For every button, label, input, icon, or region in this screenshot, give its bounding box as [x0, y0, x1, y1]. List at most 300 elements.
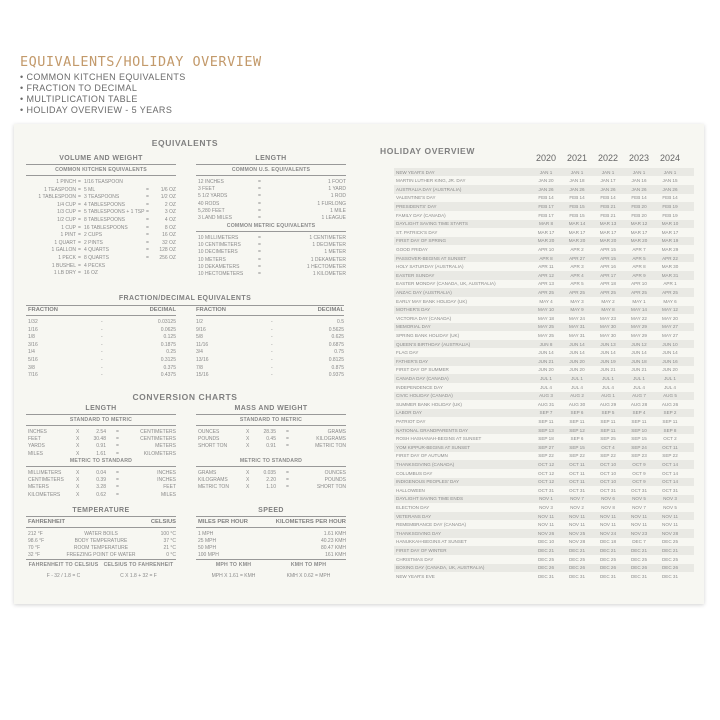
holiday-date: APR 8: [632, 264, 646, 270]
holiday-name: AUSTRALIA DAY (AUSTRALIA): [396, 186, 462, 192]
table-cell: 4 PECKS: [84, 262, 106, 269]
table-cell: 1 MILE: [330, 207, 346, 214]
table-cell: CENTIMETERS: [140, 436, 176, 443]
dash-separator: -: [271, 326, 273, 333]
celsius-header: CELSIUS: [150, 519, 176, 525]
table-cell: X: [76, 477, 80, 484]
holiday-name: SUMMER BANK HOLIDAY (UK): [396, 401, 462, 407]
holiday-date: MAY 4: [539, 298, 553, 304]
table-cell: 2 PINTS: [84, 239, 103, 246]
table-cell: 13/16: [196, 357, 209, 363]
table-cell: 16 OZ: [162, 232, 176, 239]
holiday-date: FEB 21: [600, 203, 616, 209]
holiday-date: APR 25: [631, 289, 647, 295]
decimal-header: DECIMAL: [149, 307, 176, 313]
holiday-date: DEC 21: [630, 547, 648, 553]
holiday-date: SEP 6: [570, 410, 584, 416]
holiday-row: [394, 202, 694, 210]
holiday-date: SEP 10: [631, 427, 647, 433]
table-cell: BODY TEMPERATURE: [74, 538, 128, 544]
holiday-row: [394, 271, 694, 279]
divider: [196, 466, 346, 467]
table-cell: =: [258, 215, 261, 221]
holiday-date: DEC 31: [537, 573, 555, 579]
table-cell: X: [246, 436, 250, 443]
table-cell: 5,280 FEET: [198, 207, 225, 214]
table-cell: CENTIMETERS: [140, 429, 176, 435]
holiday-date: SEP 11: [538, 418, 554, 424]
table-cell: 0.39: [96, 477, 106, 484]
holiday-date: FEB 21: [600, 212, 616, 218]
holiday-name: HOLY SATURDAY (AUSTRALIA): [396, 264, 464, 270]
holiday-date: DEC 25: [661, 539, 679, 545]
table-cell: 0.0625: [160, 326, 176, 333]
table-cell: 40 RODS: [198, 200, 220, 207]
table-cell: OUNCES: [198, 429, 220, 435]
holiday-name: COLUMBUS DAY: [396, 470, 433, 476]
holiday-name: EASTER MONDAY (CANADA, UK, AUSTRALIA): [396, 281, 496, 287]
holiday-name: VETERANS DAY: [396, 513, 432, 519]
holiday-name: ROSH HASHANAH-BEGINS AT SUNSET: [396, 436, 482, 442]
holiday-date: JUN 21: [538, 358, 554, 364]
holiday-date: APR 10: [538, 246, 554, 252]
holiday-date: MAY 29: [631, 332, 647, 338]
topic-item: • MULTIPLICATION TABLE: [20, 94, 186, 105]
holiday-date: DEC 7: [632, 539, 646, 545]
holiday-date: SEP 15: [631, 436, 647, 442]
holiday-date: FEB 19: [662, 212, 678, 218]
fraction-header: FRACTION: [196, 307, 226, 313]
holiday-date: JUN 20: [569, 367, 585, 373]
holiday-name: INDEPENDENCE DAY: [396, 384, 443, 390]
holiday-date: MAR 17: [630, 229, 648, 235]
holiday-date: JAN 26: [600, 186, 616, 192]
holiday-row: [394, 521, 694, 529]
table-cell: 30.48: [93, 436, 106, 443]
table-cell: 40.23 KMH: [320, 538, 346, 544]
table-cell: 1 MPH: [198, 531, 214, 537]
holiday-date: JUL 4: [664, 384, 676, 390]
holiday-name: FIRST DAY OF SPRING: [396, 238, 447, 244]
table-cell: 1 CUP: [61, 224, 76, 231]
holiday-row: [394, 435, 694, 443]
holiday-date: MAR 10: [661, 221, 679, 227]
holiday-date: DEC 21: [599, 547, 617, 553]
topic-item: • HOLIDAY OVERVIEW - 5 YEARS: [20, 105, 186, 116]
table-cell: 0.3125: [160, 357, 176, 363]
holiday-date: MAY 25: [538, 332, 554, 338]
table-cell: WATER BOILS: [84, 531, 118, 537]
holiday-name: BOXING DAY (CANADA, UK, AUSTRALIA): [396, 565, 485, 571]
holiday-date: APR 2: [570, 246, 584, 252]
holiday-date: SEP 25: [600, 436, 616, 442]
holiday-name: REMEMBRANCE DAY (CANADA): [396, 522, 467, 528]
holiday-date: MAR 12: [630, 221, 648, 227]
table-cell: 1 BUSHEL: [51, 262, 76, 269]
holiday-date: MAR 17: [537, 229, 555, 235]
table-cell: 1/8: [28, 334, 35, 341]
table-cell: KILOGRAMS: [198, 477, 228, 484]
holiday-name: PASSOVER-BEGINS AT SUNSET: [396, 255, 467, 261]
holiday-date: APR 16: [600, 264, 616, 270]
f-to-c-label: FAHRENHEIT TO CELSIUS: [28, 562, 99, 568]
table-cell: =: [78, 270, 81, 277]
table-cell: 1/4: [28, 349, 35, 356]
table-cell: =: [146, 186, 149, 193]
holiday-row: [394, 469, 694, 477]
holiday-date: MAY 22: [631, 315, 647, 321]
holiday-date: AUG 31: [537, 401, 555, 407]
table-cell: 0.25: [166, 349, 176, 356]
decimal-header: DECIMAL: [317, 307, 344, 313]
holiday-date: MAY 9: [570, 307, 584, 313]
dash-separator: -: [271, 364, 273, 371]
table-cell: 1 LEAGUE: [321, 215, 346, 221]
holiday-row: [394, 572, 694, 580]
divider: [26, 175, 176, 176]
holiday-date: APR 25: [569, 289, 585, 295]
table-cell: 100 MPH: [198, 552, 219, 558]
holiday-row: [394, 546, 694, 554]
holiday-date: MAY 20: [662, 315, 678, 321]
holiday-date: DEC 25: [630, 556, 648, 562]
table-cell: 0 °C: [166, 552, 176, 558]
table-cell: =: [258, 242, 261, 249]
table-cell: =: [78, 217, 81, 223]
holiday-date: APR 7: [632, 246, 646, 252]
volume-weight-title: VOLUME AND WEIGHT: [59, 155, 143, 162]
dash-separator: -: [101, 357, 103, 363]
dash-separator: -: [101, 319, 103, 325]
holiday-row: [394, 280, 694, 288]
table-cell: 1 ROD: [330, 193, 346, 200]
table-cell: 1/3 CUP: [57, 209, 76, 216]
holiday-date: JUN 20: [538, 367, 554, 373]
table-cell: 1 GALLON: [51, 247, 76, 254]
holiday-row: [394, 288, 694, 296]
holiday-date: APR 22: [662, 255, 678, 261]
table-cell: 5 ML: [84, 186, 96, 193]
table-cell: 10 METERS: [198, 256, 226, 263]
holiday-date: MAR 17: [661, 229, 679, 235]
holiday-name: INDIGENOUS PEOPLES' DAY: [396, 479, 460, 485]
holiday-date: APR 11: [538, 264, 554, 270]
holiday-date: MAY 10: [538, 307, 554, 313]
table-cell: =: [146, 194, 149, 201]
holiday-date: JUL 1: [540, 375, 552, 381]
length-title: LENGTH: [255, 155, 287, 162]
holiday-date: JUL 4: [540, 384, 552, 390]
holiday-date: OCT 10: [600, 470, 616, 476]
holiday-row: [394, 426, 694, 434]
holiday-date: JUN 20: [662, 367, 678, 373]
table-cell: =: [286, 470, 289, 476]
table-cell: 0.91: [266, 443, 276, 450]
table-cell: POUNDS: [198, 436, 220, 443]
holiday-date: DEC 21: [537, 547, 555, 553]
holiday-date: MAY 27: [662, 332, 678, 338]
holiday-name: CIVIC HOLIDAY (CANADA): [396, 393, 453, 399]
holiday-date: OCT 31: [600, 487, 616, 493]
table-cell: =: [78, 194, 81, 201]
holiday-date: JAN 18: [569, 178, 585, 184]
table-cell: =: [146, 224, 149, 231]
holiday-row: [394, 452, 694, 460]
divider: [196, 414, 346, 415]
table-cell: =: [78, 255, 81, 261]
holiday-date: NOV 5: [663, 504, 677, 510]
holiday-row: [394, 392, 694, 400]
holiday-date: FEB 15: [569, 203, 585, 209]
holiday-date: JAN 26: [662, 186, 678, 192]
holiday-name: NEW YEAR'S EVE: [396, 573, 435, 579]
holiday-row: [394, 529, 694, 537]
holiday-date: APR 1: [663, 281, 677, 287]
table-cell: 15/16: [196, 372, 209, 379]
holiday-date: OCT 11: [569, 470, 585, 476]
table-cell: =: [146, 247, 149, 254]
holiday-date: SEP 6: [570, 436, 584, 442]
table-cell: =: [78, 232, 81, 239]
temperature-title: TEMPERATURE: [72, 507, 130, 514]
table-cell: 4 TABLESPOONS: [84, 201, 125, 208]
holiday-date: JAN 26: [538, 186, 554, 192]
table-cell: =: [116, 484, 119, 491]
table-cell: 1 DECIMETER: [312, 242, 346, 249]
table-cell: =: [258, 186, 261, 193]
holiday-date: FEB 17: [538, 212, 554, 218]
holiday-row: [394, 503, 694, 511]
holiday-date: SEP 12: [569, 427, 585, 433]
table-cell: POUNDS: [324, 477, 346, 484]
table-cell: INCHES: [157, 470, 176, 476]
dash-separator: -: [271, 334, 273, 341]
holiday-date: MAY 8: [601, 307, 615, 313]
table-cell: 2.54: [96, 429, 106, 435]
holiday-date: SEP 27: [538, 444, 554, 450]
holiday-row: [394, 486, 694, 494]
holiday-row: [394, 495, 694, 503]
kmh-to-mph-formula: KMH X 0.62 = MPH: [286, 573, 331, 579]
table-cell: INCHES: [28, 429, 47, 435]
holiday-name: EASTER SUNDAY: [396, 272, 435, 278]
holiday-row: [394, 340, 694, 348]
table-cell: =: [258, 235, 261, 241]
table-cell: 5 TABLESPOONS + 1 TSP: [84, 209, 145, 216]
mph-to-kmh-formula: MPH X 1.61 = KMH: [211, 573, 256, 579]
dash-separator: -: [101, 326, 103, 333]
table-cell: 7/16: [28, 372, 38, 379]
table-cell: 3/16: [28, 341, 38, 348]
holiday-date: AUG 29: [599, 401, 617, 407]
table-cell: METERS: [28, 484, 49, 491]
holiday-date: NOV 24: [599, 530, 617, 536]
holiday-date: JUL 1: [571, 375, 583, 381]
table-cell: MILES: [160, 491, 176, 498]
table-cell: 1/4 CUP: [57, 201, 76, 208]
holiday-date: JUN 14: [600, 350, 616, 356]
holiday-date: OCT 14: [662, 479, 678, 485]
holiday-row: [394, 400, 694, 408]
table-cell: 1 PINT: [60, 232, 76, 239]
holiday-date: OCT 31: [569, 487, 585, 493]
fraction-decimal-title: FRACTION/DECIMAL EQUIVALENTS: [118, 295, 252, 302]
table-cell: =: [116, 470, 119, 476]
table-cell: 10 MILLIMETERS: [198, 235, 239, 241]
holiday-row: [394, 263, 694, 271]
holiday-name: THANKSGIVING DAY: [396, 530, 442, 536]
holiday-date: SEP 22: [569, 453, 585, 459]
holiday-date: NOV 8: [601, 504, 615, 510]
holiday-row: [394, 409, 694, 417]
table-cell: 2.20: [266, 477, 276, 484]
table-cell: 2 CUPS: [84, 232, 103, 239]
table-cell: =: [116, 429, 119, 435]
table-cell: 1/2 CUP: [57, 217, 76, 223]
holiday-date: OCT 9: [632, 470, 646, 476]
holiday-date: APR 10: [631, 281, 647, 287]
holiday-name: PRESIDENTS' DAY: [396, 203, 437, 209]
holiday-date: DEC 25: [568, 556, 586, 562]
holiday-row: [394, 564, 694, 572]
holiday-date: AUG 30: [568, 401, 586, 407]
holiday-date: AUG 2: [570, 393, 584, 399]
table-cell: 37 °C: [163, 538, 176, 544]
table-cell: 25 MPH: [198, 538, 217, 544]
table-cell: X: [76, 443, 80, 450]
table-cell: YARDS: [28, 443, 45, 450]
holiday-date: NOV 23: [630, 530, 648, 536]
holiday-date: AUG 3: [539, 393, 553, 399]
mass-weight-title: MASS AND WEIGHT: [234, 405, 308, 412]
holiday-date: AUG 7: [632, 393, 646, 399]
divider: [196, 559, 346, 560]
table-cell: 12 INCHES: [198, 179, 224, 185]
holiday-date: OCT 12: [538, 470, 554, 476]
holiday-date: FEB 14: [600, 195, 616, 201]
table-cell: 1/32: [28, 319, 38, 325]
table-cell: 1 FURLONG: [317, 200, 346, 207]
table-cell: =: [146, 232, 149, 239]
table-cell: 10 DECIMETERS: [198, 249, 238, 256]
divider: [196, 527, 346, 528]
table-cell: 1.61: [96, 450, 106, 457]
table-cell: 1 CENTIMETER: [309, 235, 346, 241]
holiday-date: AUG 5: [663, 393, 677, 399]
table-cell: X: [76, 491, 80, 498]
divider: [26, 414, 176, 415]
holiday-date: AUG 28: [630, 401, 648, 407]
table-cell: ROOM TEMPERATURE: [73, 545, 129, 551]
dash-separator: -: [101, 341, 103, 348]
table-cell: =: [286, 429, 289, 435]
table-cell: =: [146, 239, 149, 246]
divider: [26, 305, 344, 306]
table-cell: OUNCES: [324, 470, 346, 476]
dash-separator: -: [101, 334, 103, 341]
holiday-date: SEP 8: [663, 427, 677, 433]
table-cell: 0.9375: [328, 372, 344, 379]
year-header: 2023: [628, 153, 650, 163]
table-cell: 9/16: [196, 326, 206, 333]
holiday-date: DEC 31: [630, 573, 648, 579]
table-cell: =: [258, 207, 261, 214]
holiday-date: JUN 14: [569, 350, 585, 356]
holiday-date: JUN 18: [631, 358, 647, 364]
holiday-date: NOV 3: [663, 496, 677, 502]
table-cell: X: [246, 429, 250, 435]
table-cell: 8 QUARTS: [84, 255, 109, 261]
holiday-date: NOV 5: [632, 496, 646, 502]
holiday-name: FAMILY DAY (CANADA): [396, 212, 446, 218]
table-cell: 128 OZ: [159, 247, 176, 254]
table-cell: 1/6 OZ: [160, 186, 176, 193]
holiday-date: SEP 22: [538, 453, 554, 459]
holiday-name: EARLY MAY BANK HOLIDAY (UK): [396, 298, 467, 304]
table-cell: FEET: [28, 436, 41, 443]
holiday-date: DEC 26: [661, 565, 679, 571]
holiday-date: MAY 30: [600, 332, 616, 338]
holiday-name: HANUKKAH-BEGINS AT SUNSET: [396, 539, 467, 545]
table-cell: 10 HECTOMETERS: [198, 271, 244, 277]
table-cell: 16 OZ: [84, 270, 98, 277]
holiday-name: FLAG DAY: [396, 350, 419, 356]
holiday-date: OCT 4: [601, 444, 615, 450]
holiday-date: NOV 28: [661, 530, 679, 536]
table-cell: 3/4: [196, 349, 203, 356]
table-cell: =: [146, 201, 149, 208]
holiday-row: [394, 374, 694, 382]
holiday-name: YOM KIPPUR-BEGINS AT SUNSET: [396, 444, 471, 450]
holiday-date: NOV 11: [538, 513, 554, 519]
holiday-date: AUG 26: [661, 401, 679, 407]
holiday-date: JUN 21: [631, 367, 647, 373]
divider: [196, 231, 346, 232]
holiday-name: ELECTION DAY: [396, 504, 430, 510]
table-cell: 0.5: [337, 319, 344, 325]
holiday-date: NOV 11: [600, 522, 616, 528]
holiday-date: FEB 14: [569, 195, 585, 201]
table-cell: X: [246, 477, 250, 484]
table-cell: 1 TEASPOON: [44, 186, 76, 193]
holiday-date: NOV 11: [538, 522, 554, 528]
table-cell: INCHES: [157, 477, 176, 484]
holiday-date: JUL 4: [602, 384, 614, 390]
holiday-date: MAY 24: [569, 315, 585, 321]
table-cell: 11/16: [196, 341, 209, 348]
table-cell: 10 CENTIMETERS: [198, 242, 241, 249]
table-cell: 0.91: [96, 443, 106, 450]
table-cell: =: [258, 271, 261, 277]
mass-std-to-metric-subtitle: STANDARD TO METRIC: [239, 417, 303, 423]
holiday-date: JUN 14: [631, 350, 647, 356]
table-cell: =: [78, 186, 81, 193]
holiday-name: CANADA DAY (CANADA): [396, 375, 449, 381]
planner-spread: [14, 124, 704, 604]
holiday-date: MAY 1: [632, 298, 646, 304]
holiday-row: [394, 194, 694, 202]
holiday-name: DAYLIGHT SAVING TIME ENDS: [396, 496, 464, 502]
holiday-row: [394, 331, 694, 339]
table-cell: 1 FOOT: [327, 179, 346, 185]
holiday-date: DEC 31: [599, 573, 617, 579]
holiday-date: MAY 2: [601, 298, 615, 304]
holiday-row: [394, 211, 694, 219]
holiday-date: JAN 1: [663, 169, 677, 175]
holiday-date: FEB 14: [538, 195, 554, 201]
holiday-date: NOV 11: [662, 522, 678, 528]
dash-separator: -: [101, 364, 103, 371]
